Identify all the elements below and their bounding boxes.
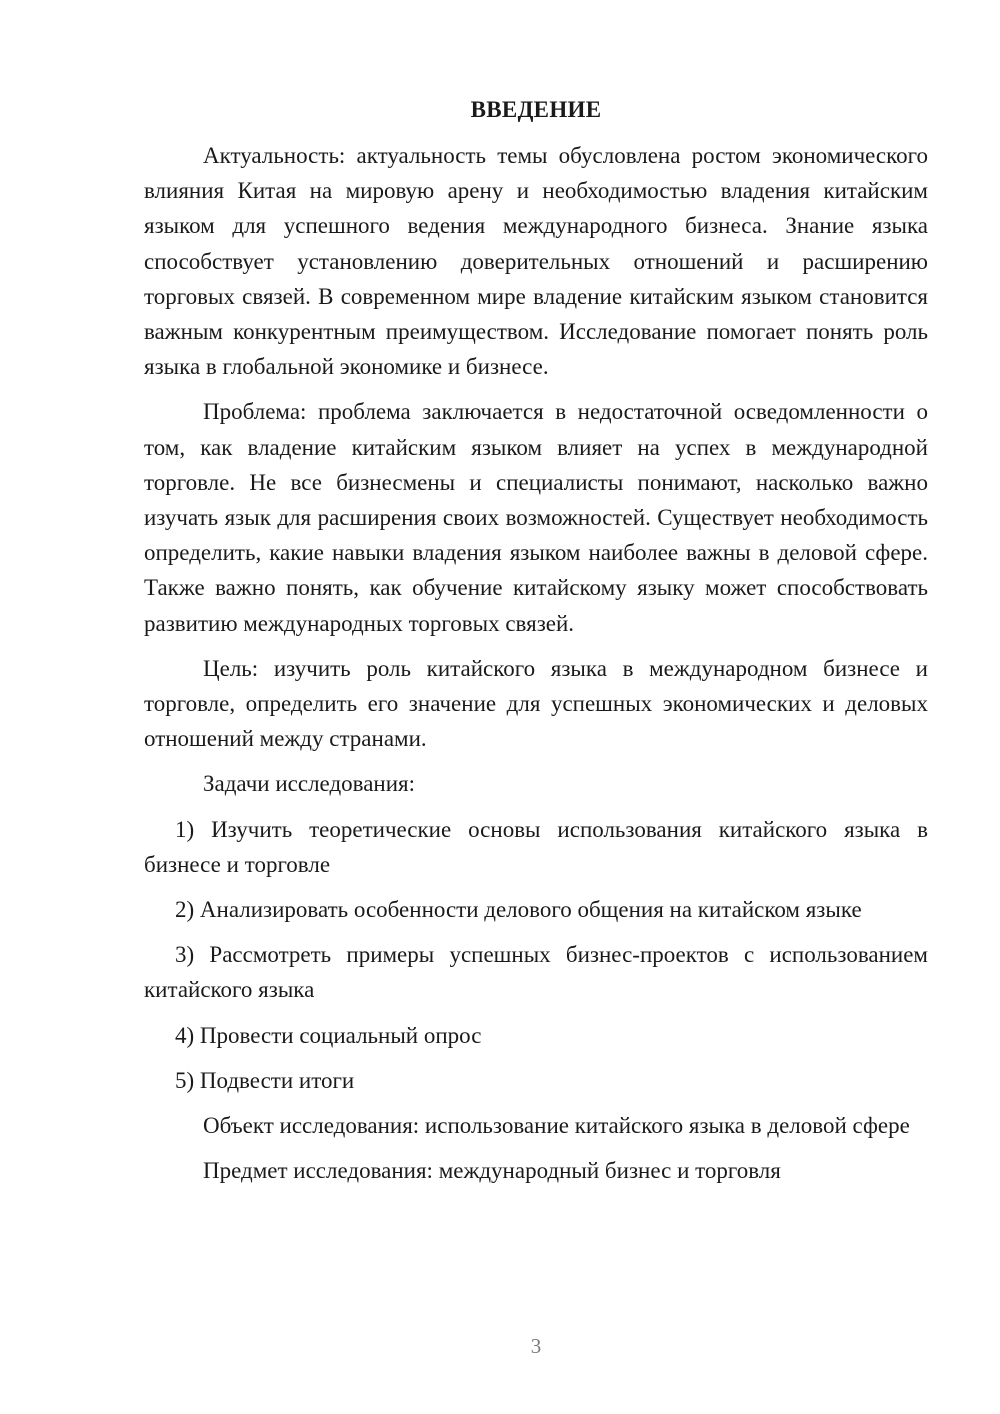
section-title: ВВЕДЕНИЕ: [470, 97, 602, 122]
research-subject: Предмет исследования: международный бизнес и торговля: [203, 1158, 781, 1184]
tasks-heading: Задачи исследования:: [203, 771, 416, 797]
task-item-3: 3) Рассмотреть примеры успешных бизнес-проектов с использованием китайского языка: [144, 942, 928, 1003]
document-page: [144, 96, 928, 1198]
relevance-paragraph: Актуальность: актуальность темы обусловлена ростом экономического влияния Китая на мировую арену и необходимостью владения китайским языком для успешного ведения международного бизнеса. Знание языка способствует установлению доверительных отношений и расширению торговых связей. В современном мире владение китайским языком становится важным конкурентным преимуществом. Исследование помогает понять роль языка в глобальной экономике и бизнесе.: [144, 143, 928, 380]
task-item-2: 2) Анализировать особенности делового общения на китайском языке: [175, 897, 862, 923]
task-item-1: 1) Изучить теоретические основы использования китайского языка в бизнесе и торговле: [144, 816, 928, 877]
research-object: Объект исследования: использование китайского языка в деловой сфере: [203, 1113, 910, 1139]
task-item-5: 5) Подвести итоги: [175, 1067, 355, 1093]
goal-paragraph: Цель: изучить роль китайского языка в международном бизнесе и торговле, определить его значение для успешных экономических и деловых отношений между странами.: [144, 655, 928, 752]
problem-paragraph: Проблема: проблема заключается в недостаточной осведомленности о том, как владение китайским языком влияет на успех в международной торговле. Не все бизнесмены и специалисты понимают, насколько важно изучать язык для расширения своих возможностей. Существует необходимость определить, какие навыки владения языком наиболее важны в деловой сфере. Также важно понять, как обучение китайскому языку может способствовать развитию международных торговых связей.: [144, 399, 928, 636]
page-number: 3: [530, 1334, 542, 1358]
task-item-4: 4) Провести социальный опрос: [175, 1022, 482, 1048]
